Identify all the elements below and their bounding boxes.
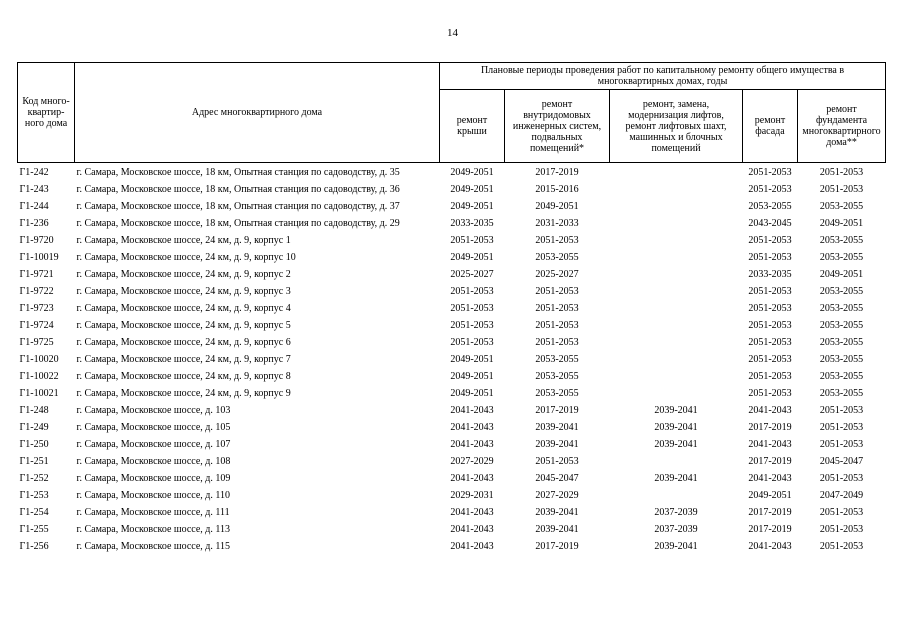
cell-address: г. Самара, Московское шоссе, д. 105 — [76, 422, 231, 433]
table-row — [18, 368, 886, 385]
table-body — [18, 163, 886, 556]
cell-foundation: 2051-2053 — [819, 473, 864, 484]
cell-code: Г1-9725 — [19, 337, 54, 348]
cell-roof: 2041-2043 — [450, 541, 494, 552]
cell-lifts — [610, 487, 743, 504]
cell-code: Г1-9721 — [19, 269, 54, 280]
table-row — [18, 402, 886, 419]
cell-roof: 2041-2043 — [450, 439, 494, 450]
cell-foundation: 2051-2053 — [819, 422, 864, 433]
cell-address: г. Самара, Московское шоссе, 24 км, д. 9, корпус 6 — [76, 337, 291, 348]
cell-foundation: 2053-2055 — [819, 286, 864, 297]
cell-systems: 2039-2041 — [535, 524, 579, 535]
header-facade: ремонт фасада — [743, 90, 798, 163]
cell-systems: 2045-2047 — [535, 473, 579, 484]
cell-lifts — [610, 351, 743, 368]
table-row — [18, 521, 886, 538]
cell-address: г. Самара, Московское шоссе, д. 115 — [76, 541, 231, 552]
cell-foundation: 2053-2055 — [819, 320, 864, 331]
cell-facade: 2051-2053 — [748, 388, 792, 399]
cell-lifts — [610, 385, 743, 402]
cell-address: г. Самара, Московское шоссе, 24 км, д. 9, корпус 3 — [76, 286, 291, 297]
cell-roof: 2041-2043 — [450, 524, 494, 535]
cell-lifts — [610, 249, 743, 266]
cell-facade: 2051-2053 — [748, 167, 792, 178]
cell-roof: 2051-2053 — [450, 337, 494, 348]
table-row — [18, 453, 886, 470]
cell-address: г. Самара, Московское шоссе, 24 км, д. 9, корпус 4 — [76, 303, 291, 314]
cell-facade: 2049-2051 — [748, 490, 792, 501]
cell-address: г. Самара, Московское шоссе, 24 км, д. 9, корпус 9 — [76, 388, 291, 399]
cell-systems: 2051-2053 — [535, 303, 579, 314]
cell-foundation: 2053-2055 — [819, 252, 864, 263]
table-row — [18, 317, 886, 334]
cell-foundation: 2051-2053 — [819, 524, 864, 535]
header-roof: ремонт крыши — [440, 90, 505, 163]
cell-systems: 2031-2033 — [535, 218, 579, 229]
cell-roof: 2049-2051 — [450, 184, 494, 195]
cell-systems: 2051-2053 — [535, 286, 579, 297]
cell-foundation: 2053-2055 — [819, 201, 864, 212]
cell-roof: 2049-2051 — [450, 388, 494, 399]
cell-foundation: 2053-2055 — [819, 371, 864, 382]
table-row — [18, 163, 886, 182]
cell-systems: 2017-2019 — [535, 167, 579, 178]
cell-lifts: 2039-2041 — [654, 439, 698, 450]
cell-lifts — [610, 215, 743, 232]
table-row — [18, 215, 886, 232]
cell-address: г. Самара, Московское шоссе, 18 км, Опытная станция по садоводству, д. 37 — [76, 201, 400, 212]
cell-code: Г1-252 — [19, 473, 49, 484]
cell-facade: 2051-2053 — [748, 303, 792, 314]
cell-facade: 2051-2053 — [748, 371, 792, 382]
table-row — [18, 385, 886, 402]
cell-systems: 2053-2055 — [535, 252, 579, 263]
table-row — [18, 470, 886, 487]
cell-code: Г1-250 — [19, 439, 49, 450]
cell-roof: 2049-2051 — [450, 167, 494, 178]
cell-lifts — [610, 334, 743, 351]
cell-roof: 2049-2051 — [450, 371, 494, 382]
cell-address: г. Самара, Московское шоссе, 18 км, Опытная станция по садоводству, д. 29 — [76, 218, 400, 229]
cell-systems: 2053-2055 — [535, 388, 579, 399]
cell-foundation: 2053-2055 — [819, 303, 864, 314]
cell-facade: 2051-2053 — [748, 337, 792, 348]
cell-systems: 2025-2027 — [535, 269, 579, 280]
cell-code: Г1-9720 — [19, 235, 54, 246]
cell-code: Г1-255 — [19, 524, 49, 535]
cell-code: Г1-236 — [19, 218, 49, 229]
cell-address: г. Самара, Московское шоссе, 24 км, д. 9, корпус 1 — [76, 235, 291, 246]
table-row — [18, 300, 886, 317]
cell-code: Г1-256 — [19, 541, 49, 552]
cell-facade: 2051-2053 — [748, 184, 792, 195]
cell-address: г. Самара, Московское шоссе, 24 км, д. 9, корпус 7 — [76, 354, 291, 365]
cell-code: Г1-10022 — [19, 371, 59, 382]
cell-facade: 2041-2043 — [748, 405, 792, 416]
cell-foundation: 2053-2055 — [819, 388, 864, 399]
cell-systems: 2027-2029 — [535, 490, 579, 501]
cell-code: Г1-244 — [19, 201, 49, 212]
header-foundation: ремонт фундамента многоквартирного дома** — [798, 90, 886, 163]
page-number: 14 — [447, 27, 458, 39]
header-address: Адрес многоквартирного дома — [75, 63, 440, 163]
cell-lifts: 2039-2041 — [654, 422, 698, 433]
cell-facade: 2051-2053 — [748, 320, 792, 331]
cell-foundation: 2047-2049 — [819, 490, 864, 501]
cell-address: г. Самара, Московское шоссе, 24 км, д. 9, корпус 5 — [76, 320, 291, 331]
cell-roof: 2041-2043 — [450, 405, 494, 416]
cell-roof: 2033-2035 — [450, 218, 494, 229]
cell-address: г. Самара, Московское шоссе, 18 км, Опытная станция по садоводству, д. 35 — [76, 167, 400, 178]
cell-foundation: 2051-2053 — [819, 167, 864, 178]
cell-address: г. Самара, Московское шоссе, д. 110 — [76, 490, 231, 501]
cell-lifts — [610, 317, 743, 334]
cell-address: г. Самара, Московское шоссе, 24 км, д. 9, корпус 10 — [76, 252, 296, 263]
header-systems: ремонт внутридомовых инженерных систем, подвальных помещений* — [505, 90, 610, 163]
cell-roof: 2051-2053 — [450, 303, 494, 314]
cell-code: Г1-9723 — [19, 303, 54, 314]
cell-facade: 2017-2019 — [748, 422, 792, 433]
cell-address: г. Самара, Московское шоссе, 24 км, д. 9, корпус 2 — [76, 269, 291, 280]
table-row — [18, 334, 886, 351]
cell-foundation: 2051-2053 — [819, 405, 864, 416]
cell-facade: 2017-2019 — [748, 507, 792, 518]
table-row — [18, 487, 886, 504]
table-row — [18, 351, 886, 368]
cell-address: г. Самара, Московское шоссе, д. 113 — [76, 524, 231, 535]
cell-foundation: 2049-2051 — [819, 269, 864, 280]
cell-roof: 2041-2043 — [450, 507, 494, 518]
cell-systems: 2049-2051 — [535, 201, 579, 212]
cell-roof: 2029-2031 — [450, 490, 494, 501]
cell-facade: 2041-2043 — [748, 541, 792, 552]
cell-code: Г1-10019 — [19, 252, 59, 263]
cell-roof: 2025-2027 — [450, 269, 494, 280]
table-row — [18, 283, 886, 300]
cell-facade: 2033-2035 — [748, 269, 792, 280]
cell-systems: 2017-2019 — [535, 541, 579, 552]
cell-foundation: 2051-2053 — [819, 184, 864, 195]
cell-foundation: 2051-2053 — [819, 507, 864, 518]
cell-facade: 2017-2019 — [748, 456, 792, 467]
cell-code: Г1-248 — [19, 405, 49, 416]
cell-code: Г1-249 — [19, 422, 49, 433]
table-row — [18, 504, 886, 521]
cell-code: Г1-10021 — [19, 388, 59, 399]
cell-facade: 2041-2043 — [748, 439, 792, 450]
cell-facade: 2017-2019 — [748, 524, 792, 535]
cell-facade: 2051-2053 — [748, 252, 792, 263]
cell-systems: 2051-2053 — [535, 320, 579, 331]
cell-address: г. Самара, Московское шоссе, д. 103 — [76, 405, 231, 416]
cell-systems: 2051-2053 — [535, 235, 579, 246]
cell-code: Г1-9722 — [19, 286, 54, 297]
cell-code: Г1-253 — [19, 490, 49, 501]
cell-lifts — [610, 266, 743, 283]
header-code: Код много-квартир-ного дома — [18, 63, 75, 163]
cell-facade: 2053-2055 — [748, 201, 792, 212]
cell-systems: 2053-2055 — [535, 354, 579, 365]
cell-roof: 2049-2051 — [450, 201, 494, 212]
cell-lifts: 2037-2039 — [654, 507, 698, 518]
cell-systems: 2015-2016 — [535, 184, 579, 195]
table-row — [18, 266, 886, 283]
capital-repair-schedule-table — [17, 62, 886, 555]
cell-systems: 2017-2019 — [535, 405, 579, 416]
cell-code: Г1-10020 — [19, 354, 59, 365]
cell-systems: 2039-2041 — [535, 422, 579, 433]
cell-roof: 2049-2051 — [450, 354, 494, 365]
cell-roof: 2041-2043 — [450, 422, 494, 433]
cell-systems: 2051-2053 — [535, 456, 579, 467]
cell-lifts — [610, 300, 743, 317]
cell-address: г. Самара, Московское шоссе, 18 км, Опытная станция по садоводству, д. 36 — [76, 184, 400, 195]
cell-lifts — [610, 283, 743, 300]
table-row — [18, 436, 886, 453]
cell-systems: 2051-2053 — [535, 337, 579, 348]
cell-lifts — [610, 232, 743, 249]
cell-roof: 2041-2043 — [450, 473, 494, 484]
table-row — [18, 232, 886, 249]
cell-roof: 2049-2051 — [450, 252, 494, 263]
cell-address: г. Самара, Московское шоссе, д. 107 — [76, 439, 231, 450]
cell-facade: 2051-2053 — [748, 286, 792, 297]
cell-address: г. Самара, Московское шоссе, д. 108 — [76, 456, 231, 467]
cell-facade: 2043-2045 — [748, 218, 792, 229]
cell-code: Г1-254 — [19, 507, 49, 518]
cell-roof: 2051-2053 — [450, 235, 494, 246]
cell-lifts — [610, 198, 743, 215]
cell-code: Г1-9724 — [19, 320, 54, 331]
cell-code: Г1-243 — [19, 184, 49, 195]
table-row — [18, 538, 886, 555]
cell-foundation: 2045-2047 — [819, 456, 864, 467]
table-row — [18, 249, 886, 266]
cell-lifts: 2037-2039 — [654, 524, 698, 535]
header-periods: Плановые периоды проведения работ по капитальному ремонту общего имущества в многоквартирных домах, годы — [440, 63, 886, 90]
cell-facade: 2051-2053 — [748, 235, 792, 246]
cell-foundation: 2053-2055 — [819, 337, 864, 348]
header-lifts: ремонт, замена, модернизация лифтов, ремонт лифтовых шахт, машинных и блочных помещений — [610, 90, 743, 163]
cell-roof: 2051-2053 — [450, 286, 494, 297]
cell-systems: 2053-2055 — [535, 371, 579, 382]
cell-foundation: 2051-2053 — [819, 439, 864, 450]
table-row — [18, 181, 886, 198]
cell-foundation: 2051-2053 — [819, 541, 864, 552]
cell-foundation: 2053-2055 — [819, 354, 864, 365]
cell-systems: 2039-2041 — [535, 439, 579, 450]
cell-systems: 2039-2041 — [535, 507, 579, 518]
cell-address: г. Самара, Московское шоссе, 24 км, д. 9, корпус 8 — [76, 371, 291, 382]
cell-lifts — [610, 453, 743, 470]
cell-code: Г1-251 — [19, 456, 49, 467]
cell-address: г. Самара, Московское шоссе, д. 109 — [76, 473, 231, 484]
cell-lifts — [610, 368, 743, 385]
cell-facade: 2041-2043 — [748, 473, 792, 484]
cell-facade: 2051-2053 — [748, 354, 792, 365]
cell-lifts: 2039-2041 — [654, 405, 698, 416]
cell-address: г. Самара, Московское шоссе, д. 111 — [76, 507, 230, 518]
cell-code: Г1-242 — [19, 167, 49, 178]
table-row — [18, 198, 886, 215]
table-header — [18, 63, 886, 163]
cell-lifts: 2039-2041 — [654, 541, 698, 552]
cell-foundation: 2049-2051 — [819, 218, 864, 229]
cell-lifts — [610, 163, 743, 182]
cell-lifts — [610, 181, 743, 198]
cell-foundation: 2053-2055 — [819, 235, 864, 246]
cell-roof: 2051-2053 — [450, 320, 494, 331]
cell-roof: 2027-2029 — [450, 456, 494, 467]
table-row — [18, 419, 886, 436]
cell-lifts: 2039-2041 — [654, 473, 698, 484]
